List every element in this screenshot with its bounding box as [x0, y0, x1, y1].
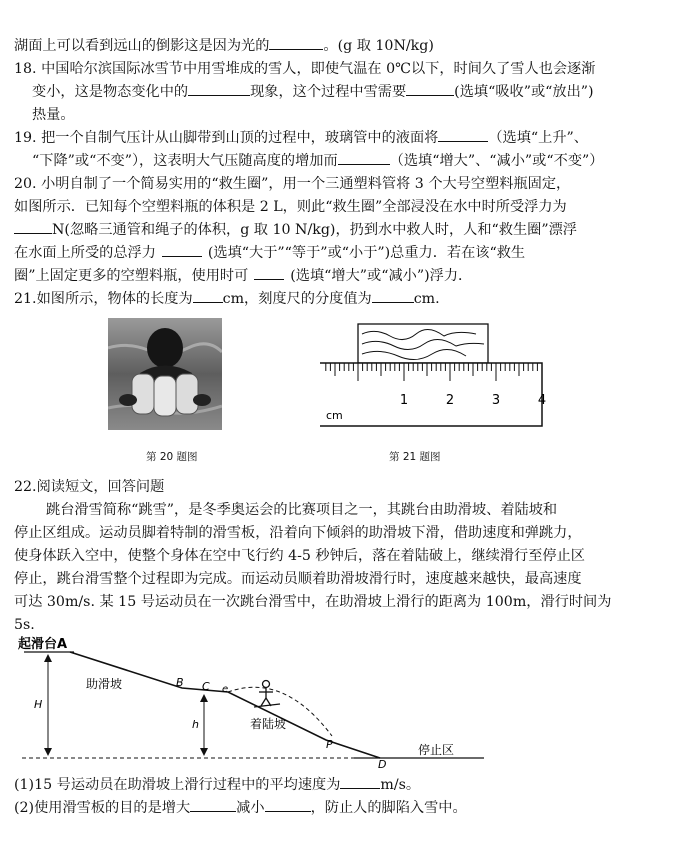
lifebuoy-photo	[108, 318, 222, 430]
q19-line-2	[32, 150, 669, 172]
label-stop: 停止区	[418, 743, 455, 757]
figure-21-caption: 第 21 题图	[389, 451, 441, 463]
q18-text-b: 现象，这个过程中雪需要	[250, 84, 407, 100]
ruler-figure	[316, 318, 548, 428]
label-H: H	[34, 698, 43, 711]
q22-sub1-unit: m/s。	[380, 777, 421, 793]
figure-20-caption: 第 20 题图	[146, 451, 198, 463]
q17-blank[interactable]	[269, 35, 323, 50]
q21-line	[14, 288, 669, 310]
q20-text-5b: (选填“增大”或“减小”)浮力．	[290, 268, 473, 284]
q18-text-a: 变小，这是物态变化中的	[32, 84, 189, 100]
q20-blank-2[interactable]	[162, 242, 202, 257]
q19-text-c: “下降”或“不变”），这表明大气压随高度的增加而	[32, 153, 338, 169]
q22-sub1-text: (1)15 号运动员在助滑坡上滑行过程中的平均速度为	[14, 777, 341, 793]
q18-blank-2[interactable]	[406, 81, 454, 96]
q20-text-4b: (选填“大于”“等于”或“小于”)总重力．若在该“救生	[207, 245, 526, 261]
q20-text-4a: 在水面上所受的总浮力	[14, 245, 156, 261]
q19-line-1	[14, 127, 669, 149]
q20-line-4	[14, 242, 669, 264]
q19-text-b: （选填“上升”、	[488, 130, 588, 146]
q21-text-b: cm，刻度尺的分度值为	[222, 291, 372, 307]
label-C: C	[202, 680, 210, 693]
q22-blank-2[interactable]	[190, 797, 236, 812]
q21-text-a: 21.如图所示，物体的长度为	[14, 291, 193, 307]
q22-sub2-text-a: (2)使用滑雪板的目的是增大	[14, 800, 191, 816]
q22-para-4: 停止，跳台滑雪整个过程即为完成。而运动员顺着助滑坡滑行时，速度越来越快，最高速度	[14, 571, 582, 587]
ruler-tick-label: 1	[399, 393, 409, 408]
skier-icon	[254, 681, 280, 708]
q18-text-c: (选填“吸收”或“放出”)	[454, 84, 594, 100]
q20-text-3: N(忽略三通管和绳子的体积，g 取 10 N/kg)，扔到水中救人时，人和“救生圈”漂浮	[52, 222, 577, 238]
label-h: h	[192, 718, 199, 731]
ski-jump-diagram	[14, 636, 494, 768]
q22-para-6: 5s.	[14, 617, 35, 633]
label-P: P	[326, 738, 333, 751]
q18-line-3: 热量。	[32, 107, 75, 123]
q17-line	[14, 35, 669, 57]
ruler-tick-label: 4	[537, 393, 547, 408]
label-B: B	[176, 676, 184, 689]
q20-line-2: 如图所示．已知每个空塑料瓶的体积是 2 L，则此“救生圈”全部浸没在水中时所受浮力为	[14, 199, 567, 215]
q22-sub2-text-b: 减小	[236, 800, 265, 816]
q21-text-c: cm.	[413, 291, 440, 307]
q20-blank-1[interactable]	[14, 219, 52, 234]
ruler-tick-label: 3	[491, 393, 501, 408]
q20-text-5a: 圈”上固定更多的空塑料瓶，使用时可	[14, 268, 249, 284]
q18-line-2	[32, 81, 669, 103]
q21-blank-2[interactable]	[372, 288, 414, 303]
q22-para-2: 停止区组成。运动员脚着特制的滑雪板，沿着向下倾斜的助滑坡下滑，借助速度和弹跳力，	[14, 525, 582, 541]
q22-sub-2	[14, 797, 669, 819]
q18-blank-1[interactable]	[188, 81, 250, 96]
q22-para-1: 跳台滑雪简称“跳雪”，是冬季奥运会的比赛项目之一，其跳台由助滑坡、着陆坡和	[46, 502, 558, 518]
q17-tail: 。(g 取 10N/kg)	[323, 38, 434, 54]
q22-blank-1[interactable]	[340, 774, 380, 789]
q20-line-3	[14, 219, 669, 241]
q22-blank-3[interactable]	[265, 797, 311, 812]
q18-line-1: 18. 中国哈尔滨国际冰雪节中用雪堆成的雪人，即使气温在 0℃以下，时间久了雪人也会逐渐	[14, 61, 596, 77]
q20-line-5	[14, 265, 669, 287]
q20-line-1: 20. 小明自制了一个简易实用的“救生圈”，用一个三通塑料管将 3 个大号空塑料瓶固定，	[14, 176, 571, 192]
q17-text: 湖面上可以看到远山的倒影这是因为光的	[14, 38, 270, 54]
label-D: D	[378, 758, 387, 768]
label-e: e	[222, 684, 229, 695]
q19-text-d: （选填“增大”、“减小”或“不变”）	[389, 153, 604, 169]
q21-blank-1[interactable]	[193, 288, 223, 303]
ruler-tick-label: 2	[445, 393, 455, 408]
slope-profile	[70, 652, 380, 758]
label-slope2: 着陆坡	[250, 717, 287, 731]
q19-blank-1[interactable]	[438, 127, 488, 142]
q22-sub2-text-c: ，防止人的脚陷入雪中。	[310, 800, 467, 816]
q19-text-a: 19. 把一个自制气压计从山脚带到山顶的过程中，玻璃管中的液面将	[14, 130, 439, 146]
label-start: 起滑台A	[18, 637, 68, 652]
q22-para-3: 使身体跃入空中，使整个身体在空中飞行约 4-5 秒钟后，落在着陆破上，继续滑行至停止区	[14, 548, 585, 564]
q22-para-5: 可达 30m/s. 某 15 号运动员在一次跳台滑雪中，在助滑坡上滑行的距离为 100m，滑行时间为	[14, 594, 612, 610]
q20-blank-3[interactable]	[254, 265, 284, 280]
label-slope1: 助滑坡	[86, 677, 123, 691]
ruler	[320, 363, 542, 426]
q22-sub-1	[14, 774, 669, 796]
ruler-unit: cm	[326, 409, 343, 422]
q19-blank-2[interactable]	[338, 150, 390, 165]
q22-heading: 22.阅读短文，回答问题	[14, 479, 165, 495]
